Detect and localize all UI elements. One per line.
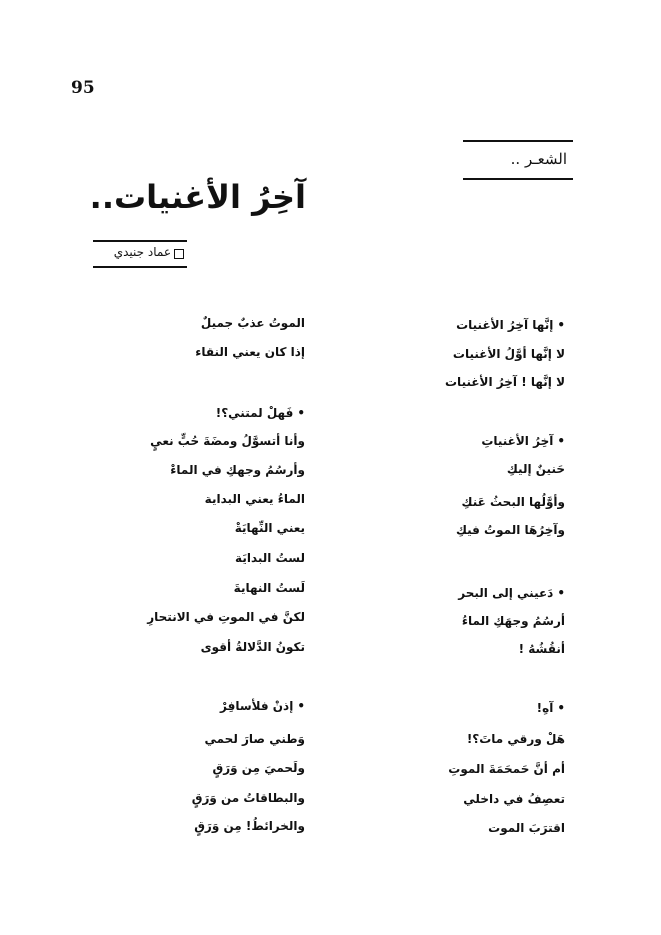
poem-left-line: وَطني صارَ لحمي bbox=[204, 732, 305, 746]
poem-left-line: • إذنْ فلأسافِرْ bbox=[220, 698, 305, 714]
poem-right-line: • دَعيني إلى البحر bbox=[458, 585, 565, 601]
section-label: الشعـر .. bbox=[510, 150, 567, 168]
poem-left-line: إذا كان يعني النقاء bbox=[195, 345, 305, 359]
poem-right-line: • آخِرُ الأغنياتِ bbox=[481, 433, 565, 449]
poem-right-line: لا إنَّها أوَّلُ الأغنيات bbox=[452, 347, 565, 361]
poem-right-line: • إنَّها آخِرُ الأغنيات bbox=[456, 317, 565, 333]
poem-right-line: لا إنَّها ! آخِرُ الأغنيات bbox=[445, 375, 565, 389]
poem-right-line: أنقُشُهُ ! bbox=[518, 642, 565, 656]
square-bullet-icon bbox=[174, 249, 184, 259]
poem-left-line: وأرسُمُ وجهكِ في الماءْ bbox=[170, 463, 305, 477]
poem-left-line: ولَحميَ مِن وَرَقٍ bbox=[212, 761, 305, 775]
poem-right-line: أرسُمُ وجهَكِ الماءُ bbox=[461, 614, 565, 628]
poem-right-line: وأوَّلُها البحثُ عَنكِ bbox=[461, 495, 565, 509]
poem-left-line: الموتُ عذبٌ جميلٌ bbox=[200, 316, 305, 330]
poem-right-line: حَنينٌ إليكِ bbox=[506, 462, 565, 476]
poem-left-line: الماءُ يعني البداية bbox=[204, 492, 305, 506]
poem-left-line: لَستُ النهايةَ bbox=[233, 581, 305, 595]
poem-right-line: تعصِفُ في داخلي bbox=[463, 792, 565, 806]
author-name: عماد جنيدي bbox=[113, 245, 171, 259]
section-header bbox=[463, 140, 573, 180]
poem-right-line: وآخِرُهَا الموتُ فيكِ bbox=[455, 523, 565, 537]
poem-right-line: اقترَبَ الموت bbox=[488, 821, 565, 835]
poem-title: آخِرُ الأغنيات.. bbox=[89, 178, 306, 216]
page-number: 95 bbox=[71, 78, 95, 98]
poem-left-line: وأنا أتسوَّلُ ومضَةَ حُبٍّ نعيٍ bbox=[150, 434, 305, 448]
author-byline bbox=[93, 240, 187, 268]
poem-left-line: والبطاقاتُ من وَرَقٍ bbox=[191, 791, 305, 805]
poem-left-line: لكنَّ في الموتِ في الانتحارِ bbox=[147, 610, 305, 624]
poem-left-line: والخرائطُ! مِن وَرَقٍ bbox=[194, 819, 305, 833]
poem-left-line: • فَهلْ لمتني؟! bbox=[216, 405, 305, 421]
poem-left-line: لستُ البدايَة bbox=[235, 551, 305, 565]
poem-left-line: تكونُ الدَّلالةُ أقوى bbox=[200, 640, 305, 654]
poem-right-line: • آهِ! bbox=[537, 700, 565, 716]
poem-right-line: أم أنَّ حَمحَمَةَ الموتِ bbox=[448, 762, 565, 776]
poem-left-line: يعني النِّهايَةْ bbox=[234, 521, 305, 535]
poem-right-line: هَلْ ورقي ماتَ؟! bbox=[466, 732, 565, 746]
